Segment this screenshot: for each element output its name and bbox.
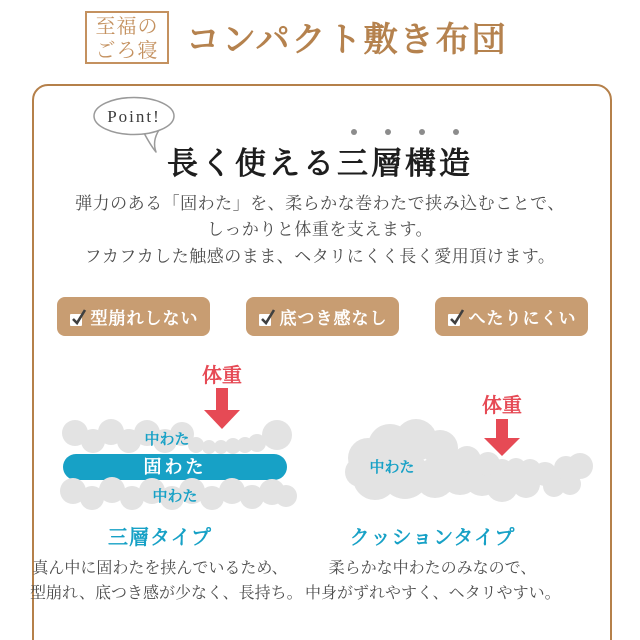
brand-badge-line1: 至福の bbox=[95, 16, 159, 38]
cushion-desc-line: 中身がずれやすく、ヘタリやすい。 bbox=[305, 584, 561, 602]
feature-label: 底つき感なし bbox=[279, 309, 388, 328]
intro-paragraph bbox=[0, 191, 640, 270]
three-layer-desc-line: 型崩れ、底つき感が少なく、長持ち。 bbox=[30, 584, 303, 602]
feature-label: へたりにくい bbox=[468, 309, 577, 328]
intro-line: しっかりと体重を支えます。 bbox=[206, 220, 434, 240]
cushion-desc-line: 柔らかな中わたのみなので、 bbox=[328, 560, 537, 577]
weight-label: 体重 bbox=[482, 395, 522, 417]
feature-badges bbox=[32, 297, 612, 336]
checkbox-icon bbox=[68, 307, 88, 327]
checkbox-icon bbox=[446, 307, 466, 327]
three-layer-caption bbox=[30, 521, 303, 607]
heading-emphasized-char: 構 bbox=[405, 138, 439, 183]
intro-line: 弾力のある「固わた」を、柔らかな巻わたで挟み込むことで、 bbox=[75, 194, 565, 213]
heading-emphasized-char: 造 bbox=[439, 138, 473, 183]
checkbox-icon bbox=[257, 307, 277, 327]
page-title: コンパクト敷き布団 bbox=[186, 21, 508, 59]
layer-label: 中わた bbox=[369, 459, 415, 476]
cushion-diagram bbox=[330, 380, 600, 530]
feature-badge-no-bottoming bbox=[246, 297, 399, 336]
three-layer-desc-line: 真ん中に固わたを挟んでいるため、 bbox=[32, 560, 288, 577]
cushion-caption bbox=[305, 521, 560, 607]
middle-layer-label: 固わた bbox=[143, 457, 207, 477]
intro-line: フカフカした触感のまま、ヘタリにくく長く愛用頂けます。 bbox=[84, 246, 556, 266]
heading-emphasized-char: 層 bbox=[371, 138, 405, 183]
brand-badge bbox=[85, 11, 169, 64]
bottom-layer-label: 中わた bbox=[152, 488, 198, 505]
section-heading-emphasized bbox=[337, 146, 473, 181]
down-arrow-icon bbox=[204, 388, 240, 429]
three-layer-diagram bbox=[55, 355, 310, 520]
heading-emphasized-char: 三 bbox=[337, 138, 371, 183]
weight-label: 体重 bbox=[202, 365, 242, 387]
cushion-type-label: クッションタイプ bbox=[349, 527, 516, 549]
feature-badge-no-deform bbox=[57, 297, 210, 336]
section-heading-plain: 長く使える bbox=[167, 146, 337, 181]
section-heading bbox=[0, 138, 640, 183]
brand-badge-line2: ごろ寝 bbox=[95, 40, 159, 62]
feature-label: 型崩れしない bbox=[90, 309, 199, 328]
feature-badge-no-sagging bbox=[435, 297, 588, 336]
point-bubble-label: Point! bbox=[107, 107, 161, 126]
three-layer-type-label: 三層タイプ bbox=[108, 527, 212, 549]
down-arrow-icon bbox=[484, 419, 520, 456]
top-layer-label: 中わた bbox=[144, 431, 190, 448]
